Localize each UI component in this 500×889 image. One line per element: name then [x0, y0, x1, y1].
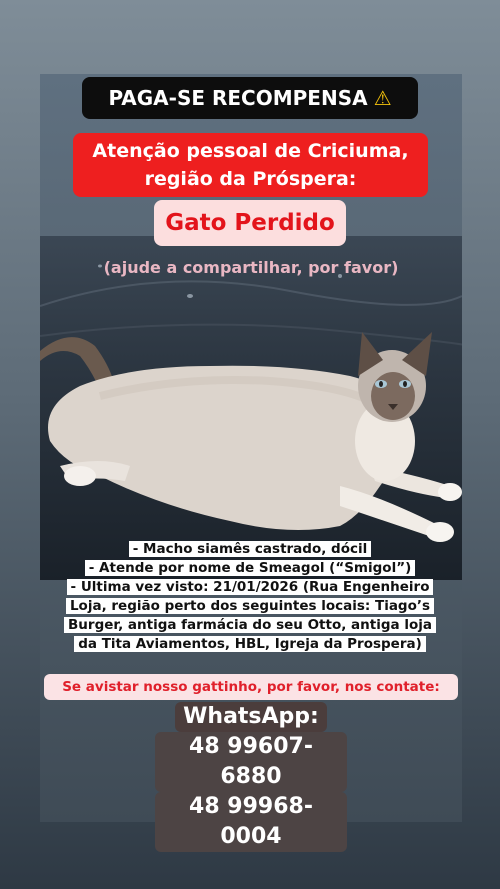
cat-photo [40, 236, 462, 580]
detail-line-2: - Atende por nome de Smeagol (“Smigol”) [85, 560, 416, 576]
contact-prompt: Se avistar nosso gattinho, por favor, nos contate: [44, 674, 458, 700]
detail-line-1: - Macho siamês castrado, dócil [129, 541, 372, 557]
attention-line-1: Atenção pessoal de Criciuma, [92, 140, 409, 162]
phone-block [155, 702, 347, 849]
whatsapp-label: WhatsApp: [175, 702, 327, 732]
cat-illustration [40, 236, 462, 580]
cat-details [60, 540, 440, 654]
reward-banner [82, 77, 418, 119]
detail-line-4: Loja, região perto dos seguintes locais: Tiago’s [66, 598, 434, 614]
attention-banner [73, 133, 428, 197]
detail-line-3: - Ultima vez visto: 21/01/2026 (Rua Engenheiro [67, 579, 434, 595]
reward-label: PAGA-SE RECOMPENSA [108, 86, 368, 110]
attention-line-2: região da Próspera: [144, 168, 357, 190]
share-subtitle: (ajude a compartilhar, por favor) [103, 258, 399, 277]
phone-number-1[interactable]: 48 99607-6880 [155, 732, 347, 792]
detail-line-6: da Tita Aviamentos, HBL, Igreja da Prospera) [74, 636, 426, 652]
page-title: Gato Perdido [154, 200, 346, 246]
phone-number-2[interactable]: 48 99968-0004 [155, 792, 347, 852]
warning-icon: ⚠ [373, 86, 392, 110]
detail-line-5: Burger, antiga farmácia do seu Otto, antiga loja [64, 617, 436, 633]
